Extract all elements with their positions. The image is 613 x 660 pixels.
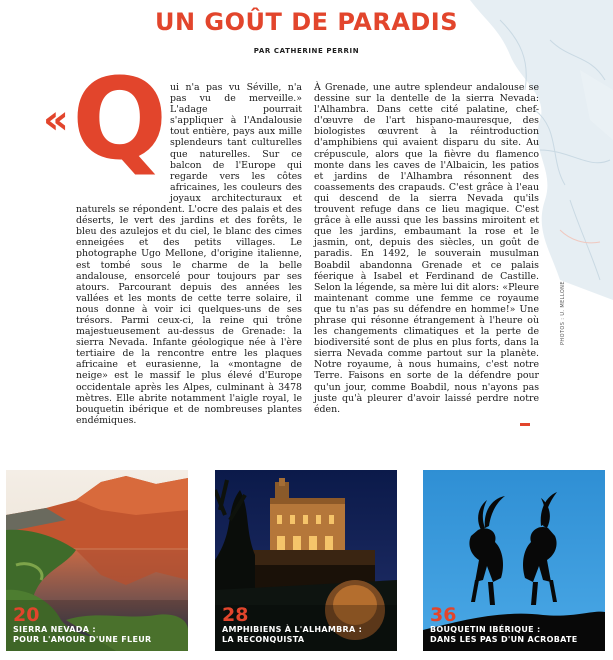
- drop-cap: Q: [72, 55, 168, 185]
- article-paragraph: ui n'a pas vu Séville, n'a pas vu de merveille.» L'adage pourrait s'appliquer à l'Andalousie tout entière, pays aux mille splendeurs tant culturelles que naturelles. Sur ce balcon de l'Europe qui regarde vers les côtes africaines, les couleurs des joyaux architecturaux et naturels se répondent. L'ocre des palais et des déserts, le vert des jardins et des forêts, le bleu des azulejos et du ciel, le blanc des cimes enneigées et des petits villages. Le photographe Ugo Mellone, d'origine italienne, est tombé sous le charme de la belle andalouse, ensorcelé pour toujours par ses atours. Parcourant depuis des années les vallées et les monts de cette terre solaire, il nous donne à voir ici quelques-uns de ses trésors. Parmi ceux-ci, la reine qui trône majestueusement au-dessus de Grenade: la sierra Nevada. Infante géologique née à l'ère tertiaire de la rencontre entre les plaques africaine et eurasienne, la «montagne de neige» est le massif le plus élevé d'Europe occidentale après les Alpes, culminant à 3478 mètres. Elle abrite notamment l'aigle royal, le bouquetin ibérique et de nombreuses plantes endémiques.: [76, 82, 302, 426]
- card-title: SIERRA NEVADA :: [13, 625, 96, 634]
- card-caption: [13, 606, 151, 645]
- photo-credit: PHOTOS : U. MELLONE: [560, 281, 566, 345]
- feature-card-alhambra[interactable]: [215, 470, 397, 651]
- article-column-2: [314, 82, 539, 415]
- card-caption: [222, 606, 362, 645]
- card-caption: [430, 606, 578, 645]
- article-paragraph: À Grenade, une autre splendeur andalouse se dessine sur la dentelle de la sierra Nevada: l'Alhambra. Dans cette cité palatine, chef-d'œuvre de l'art hispano-mauresque, des biologistes œuvrent à la réintroduction d'amphibiens qui avaient disparu du site. Au crépuscule, alors que la fièvre du flamenco monte dans les caves de l'Albaicin, les patios et jardins de l'Alhambra résonnent des coassements des crapauds. C'est grâce à l'eau qui descend de la sierra Nevada qu'ils trouvent refuge dans ce lieu magique. C'est grâce à elle aussi que les bassins miroitent et que les jardins, embaumant la rose et le jasmin, ont, depuis des siècles, un goût de paradis. En 1492, le souverain musulman Boabdil abandonna Grenade et ce palais féerique à Isabel et Ferdinand de Castille. Selon la légende, sa mère lui dit alors: «Pleure maintenant comme une femme ce royaume que tu n'as pas su défendre en homme!» Une phrase qui résonne étrangement à l'heure où les changements climatiques et la perte de biodiversité sont de plus en plus forts, dans la sierra Nevada comme partout sur la planète. Notre royaume, à nous humains, c'est notre Terre. Faisons en sorte de la défendre pour qu'un jour, comme Boabdil, nous n'ayons pas juste qu'à pleurer d'avoir laissé perdre notre éden.: [314, 82, 539, 415]
- article-author: PAR CATHERINE PERRIN: [253, 47, 360, 55]
- page-number: 20: [13, 604, 40, 626]
- feature-card-sierra-nevada[interactable]: [6, 470, 188, 651]
- card-subtitle: DANS LES PAS D'UN ACROBATE: [430, 635, 578, 644]
- card-title: AMPHIBIENS À L'ALHAMBRA :: [222, 625, 363, 634]
- article-column-1: [72, 55, 302, 426]
- article-title: UN GOÛT DE PARADIS: [154, 8, 459, 36]
- page-number: 28: [222, 604, 249, 626]
- feature-card-bouquetin[interactable]: [423, 470, 605, 651]
- card-subtitle: LA RECONQUISTA: [222, 635, 305, 644]
- end-mark: [520, 423, 530, 426]
- card-subtitle: POUR L'AMOUR D'UNE FLEUR: [13, 635, 152, 644]
- page-number: 36: [430, 604, 457, 626]
- opening-quote-mark: «: [43, 97, 69, 143]
- card-title: BOUQUETIN IBÉRIQUE :: [430, 625, 541, 634]
